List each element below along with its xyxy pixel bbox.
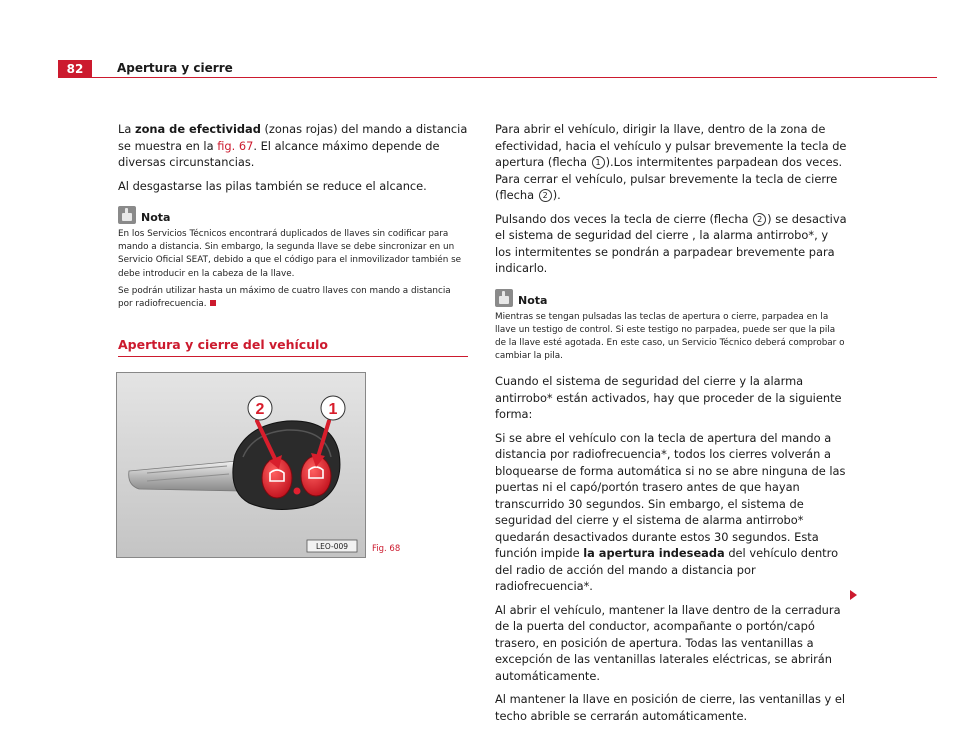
arrow-number-1-icon: 1 <box>592 156 605 169</box>
text: La <box>118 122 135 136</box>
figure-reference-link[interactable]: fig. 67 <box>217 138 254 153</box>
left-column <box>118 121 468 357</box>
note-paragraph: Mientras se tengan pulsadas las teclas de apertura o cierre, parpadea en la llave un testigo de control. Si este testigo no parpadea, puede ser que la pila de la llave esté agotada. En este caso, un Servicio Técnico deberá comprobar o cambiar la pila. <box>495 311 845 362</box>
text: Pulsando dos veces la tecla de cierre (flecha <box>495 211 753 226</box>
note-hand-icon <box>495 289 513 307</box>
key-figure <box>116 372 366 558</box>
right-column <box>495 121 847 731</box>
arrow-number-2-icon: 2 <box>753 213 766 226</box>
text: ). <box>552 188 561 202</box>
key-label-2: 2 <box>255 401 265 418</box>
header-rule <box>92 77 937 78</box>
text: Se podrán utilizar hasta un máximo de cuatro llaves con mando a distancia por radiofrecuencia. <box>118 285 451 310</box>
arrow-number-2-icon: 2 <box>539 189 552 202</box>
text: del vehículo dentro del radio de acción del mando a distancia por radiofrecuencia*. <box>495 546 839 594</box>
text: . El alcance máximo depende de diversas circunstancias. <box>118 138 440 169</box>
bold-term: zona de efectividad <box>134 122 261 136</box>
section-end-icon <box>210 300 216 306</box>
page-header-title: Apertura y cierre <box>117 61 233 75</box>
paragraph-windows-close: Al mantener la llave en posición de cierre, las ventanillas y el techo abrible se cerrarán automáticamente. <box>495 692 846 723</box>
continue-arrow-icon <box>850 590 857 600</box>
note-title: Nota <box>141 211 171 224</box>
section-title: Apertura y cierre del vehículo <box>118 337 468 357</box>
bold-term: la apertura indeseada <box>583 546 725 561</box>
paragraph-double-press <box>495 211 847 277</box>
page-number: 82 <box>58 60 92 78</box>
note-paragraph <box>118 285 468 311</box>
paragraph-windows-open: Al abrir el vehículo, mantener la llave dentro de la cerradura de la puerta del conductor, acompañante o portón/capó trasero, en posición de apertura. Todas las ventanillas a excepción de las ventanillas laterales eléctricas, se abrirán automáticamente. <box>495 602 841 683</box>
paragraph-open-close <box>495 121 847 204</box>
paragraph-auto-relock <box>495 430 847 595</box>
paragraph-battery: Al desgastarse las pilas también se reduce el alcance. <box>118 178 427 193</box>
text: (zonas rojas) del mando a distancia se muestra en la <box>118 122 468 153</box>
text: Si se abre el vehículo con la tecla de apertura del mando a distancia por radiofrecuencia*, todos los cierres volverán a bloquearse de forma automática si no se abre ninguna de las puertas ni el capó/portón trasero antes de que hayan transcurrido 30 segundos. Sin embargo, el sistema de seguridad del cierre y el sistema de alarma antirrobo* quedarán desactivados durante estos 30 segundos. Esta función impide <box>495 430 846 561</box>
text: ) se desactiva el sistema de seguridad del cierre , la alarma antirrobo*, y los intermitentes se pondrán a parpadear brevemente para indicarlo. <box>495 211 847 275</box>
text: ).Los intermitentes parpadean dos veces. Para cerrar el vehículo, pulsar brevemente la tecla de cierre (flecha <box>495 155 843 202</box>
figure-code: LEO-009 <box>315 542 349 551</box>
note-paragraph: En los Servicios Técnicos encontrará duplicados de llaves sin codificar para mando a distancia. Sin embargo, la segunda llave se debe sincronizar en un Servicio Oficial SEAT, debido a que el código para el inmovilizador también se debe introducir en la cabeza de la llave. <box>118 229 462 279</box>
note-header <box>495 289 847 307</box>
figure-caption: Fig. 68 <box>372 544 401 554</box>
paragraph-security-active: Cuando el sistema de seguridad del cierre y la alarma antirrobo* están activados, hay que proceder de la siguiente forma: <box>495 374 842 422</box>
text: Para abrir el vehículo, dirigir la llave, dentro de la zona de efectividad, hacia el vehículo y pulsar brevemente la tecla de apertura (flecha <box>495 122 847 169</box>
paragraph-effective-zone <box>118 121 468 171</box>
key-illustration <box>117 373 365 557</box>
note-header <box>118 206 468 224</box>
note-hand-icon <box>118 206 136 224</box>
key-label-1: 1 <box>328 401 338 418</box>
note-title: Nota <box>518 293 548 307</box>
